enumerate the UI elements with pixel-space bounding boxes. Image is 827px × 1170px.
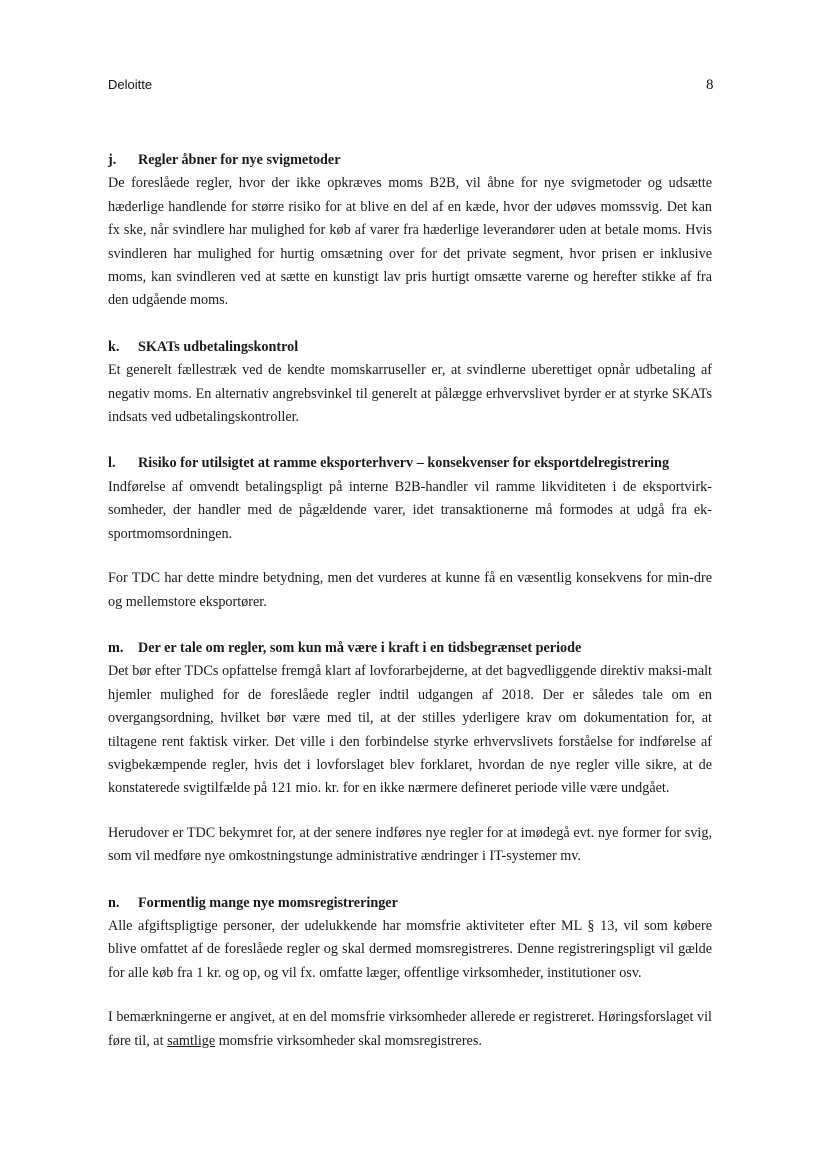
section-title: Regler åbner for nye svigmetoder [138,152,341,168]
section-title: Risiko for utilsigtet at ramme eksporterhverv – konsekvenser for eksportdelregistrering [138,455,670,472]
section-letter: l. [108,455,116,472]
section-n [108,892,712,1053]
section-letter: m. [108,639,124,656]
paragraph-text: I bemærkningerne er angivet, at en del momsfrie virksomheder allerede er registreret. Høringsforslaget vil føre til, at [108,1009,712,1049]
section-title: Der er tale om regler, som kun må være i kraft i en tidsbegrænset periode [138,639,582,656]
section-paragraph: Det bør efter TDCs opfattelse fremgå klart af lovforarbejderne, at det bagvedliggende direktiv maksi-malt hjemler mulighed for de foreslåede regler indtil udgangen af 2018. Der er således tale om en overgangsordning, hvilket bør være med til, at der stilles yderligere krav om dokumentation for, at tiltagene rent faktisk virker. Det ville i den forbindelse styrke erhvervslivets forståelse for indførelse af svigbekæmpende regler, hvis det i lovforslaget blev forklaret, hvordan de nye regler ville sikre, at de konstaterede svigtilfælde på 121 mio. kr. for en ikke nærmere defineret periode ville være undgået. [108,663,712,797]
section-letter: n. [108,894,120,911]
section-title: SKATs udbetalingskontrol [138,338,299,355]
section-heading [108,637,712,660]
section-paragraph: Herudover er TDC bekymret for, at der senere indføres nye regler for at imødegå evt. nye former for svig, som vil medføre nye omkostningstunge administrative ændringer i IT-systemer mv. [108,824,712,865]
section-heading [108,892,712,915]
document-body [108,149,712,1053]
section-paragraph: For TDC har dette mindre betydning, men det vurderes at kunne få en væsentlig konsekvens for min-dre og mellemstore eksportører. [108,570,712,610]
section-m [108,637,712,869]
section-heading [108,149,712,172]
section-l [108,452,712,613]
section-paragraph: De foreslåede regler, hvor der ikke opkræves moms B2B, vil åbne for nye svigmetoder og udsætte hæderlige handlende for større risiko for at blive en del af en kæde, hvor der udøves momssvig. Det kan fx ske, når svindlere har mulighed for køb af varer fra hæderlige leverandører uden at betale moms. Hvis svindleren har mulighed for hurtig omsætning over for det private segment, hvor prisen er inklusive moms, kan svindleren ved at sætte en kunstigt lav pris hurtigt omsætte varerne og herefter stikke af fra den udgående moms. [108,175,712,309]
section-letter: k. [108,338,120,355]
page-number: 8 [706,77,714,93]
header-company: Deloitte [108,77,153,92]
section-paragraph: Alle afgiftspligtige personer, der udelukkende har momsfrie aktiviteter efter ML § 13, vil som købere blive omfattet af de foreslåede regler og skal dermed momsregistreres. Denne registreringspligt vil gælde for alle køb fra 1 kr. og op, og vil fx. omfatte læger, offentlige virksomheder, institutioner osv. [108,917,712,981]
section-j [108,149,712,313]
section-letter: j. [108,152,117,168]
section-k [108,336,712,430]
section-paragraph [108,1006,712,1053]
section-heading [108,336,712,359]
underlined-text: samtlige [167,1032,216,1049]
section-title: Formentlig mange nye momsregistreringer [138,894,398,911]
paragraph-text: momsfrie virksomheder skal momsregistreres. [215,1032,482,1049]
section-heading [108,452,712,475]
section-paragraph: Indførelse af omvendt betalingspligt på interne B2B-handler vil ramme likviditeten i de eksportvirk-somheder, der handler med de pågældende varer, idet transaktionerne må formodes at udgå fra ek-sportmomsordningen. [108,478,712,542]
section-paragraph: Et generelt fællestræk ved de kendte momskarruseller er, at svindlerne uberettiget opnår udbetaling af negativ moms. En alternativ angrebsvinkel til generelt at pålægge erhvervslivet byrder er at styrke SKATs indsats ved udbetalingskontroller. [108,362,712,426]
